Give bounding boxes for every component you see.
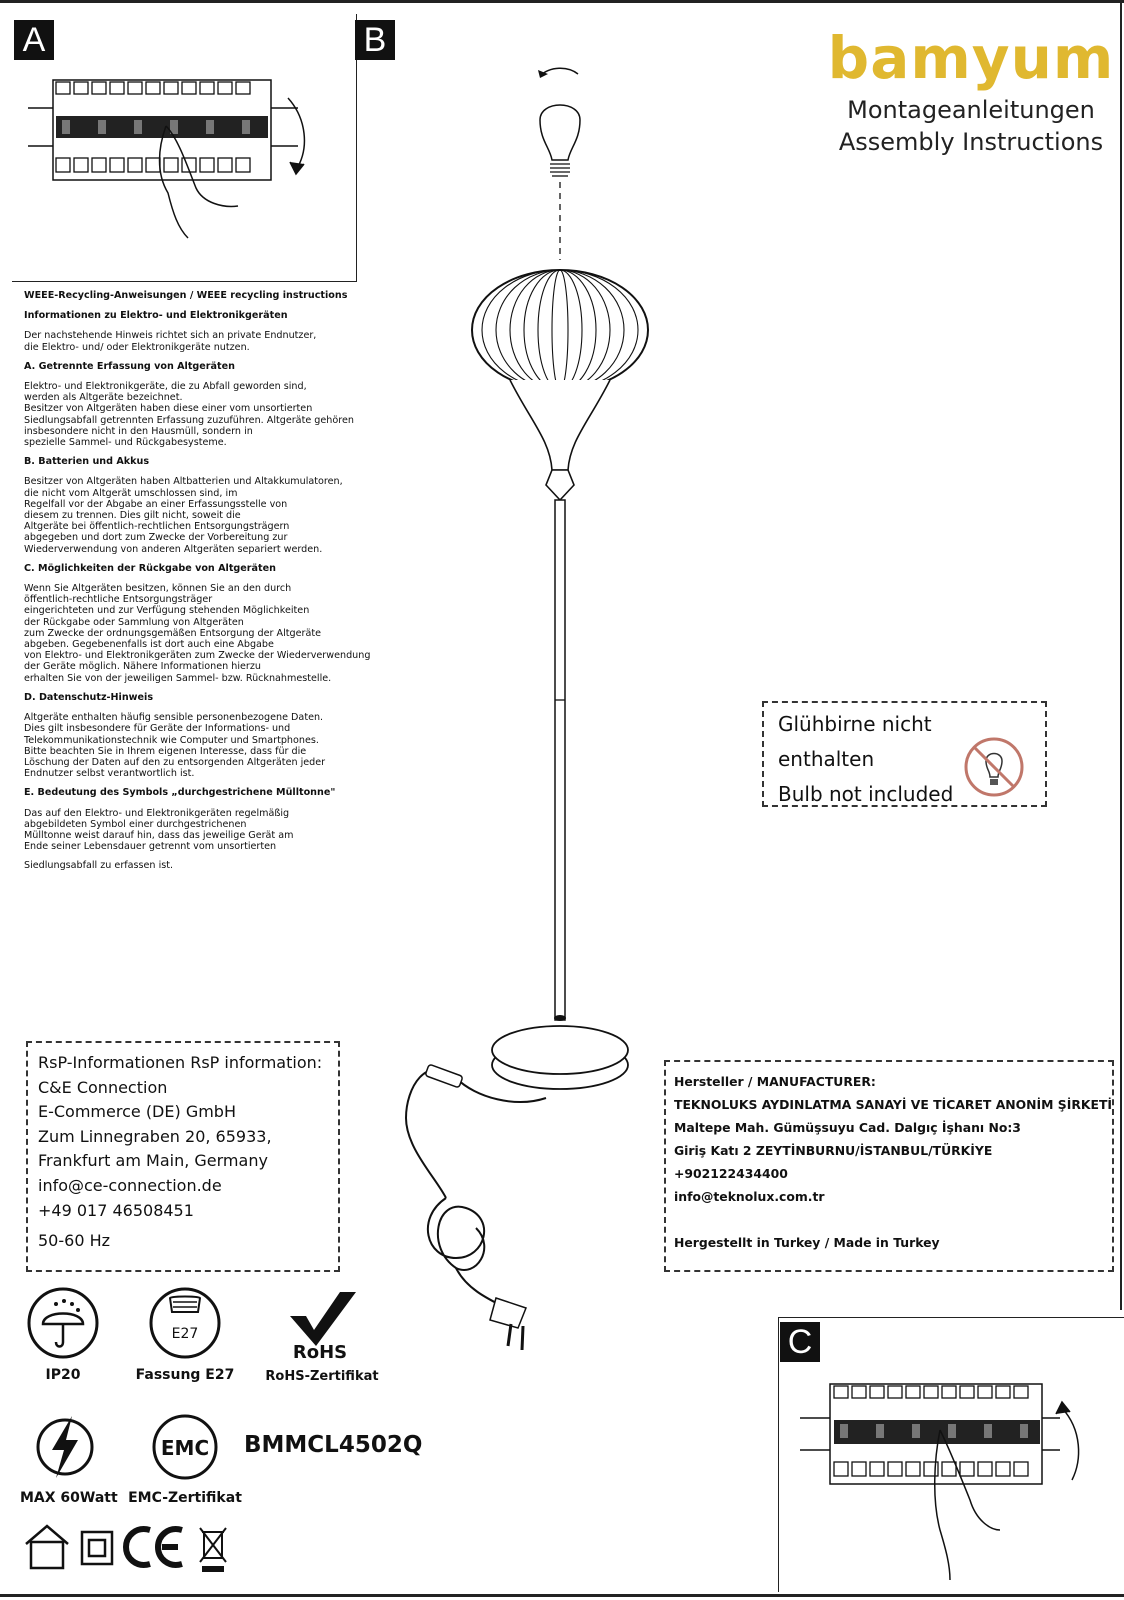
rsp-email: info@ce-connection.de	[38, 1175, 222, 1195]
model-number: BMMCL4502Q	[244, 1432, 423, 1458]
panel-a-label: A	[14, 20, 54, 60]
brand-block	[826, 22, 1116, 158]
ce-mark-icon	[122, 1524, 188, 1570]
rsp-phone: +49 017 46508451	[38, 1200, 194, 1220]
manufacturer-title: Hersteller / MANUFACTURER:	[674, 1074, 876, 1089]
subtitle-de: Montageanleitungen	[847, 96, 1095, 124]
weee-title: WEEE-Recycling-Anweisungen / WEEE recycling instructions	[24, 290, 348, 301]
e27-socket-icon	[148, 1286, 222, 1360]
weee-section-text: Altgeräte enthalten häufig sensible personenbezogene Daten. Dies gilt insbesondere für Geräte der Informations- und Telekommunikationstechnik wie Computer und Smartphones. Bitte beachten Sie in Ihrem eigenen Interesse, dass für die Löschung der Daten auf den zu entsorgenden Altgeräten jeder Endnutzer selbst verantwortlich ist.	[24, 712, 326, 780]
weee-section-text: Das auf den Elektro- und Elektronikgeräten regelmäßig abgebildeten Symbol einer durchgestrichenen Mülltonne weist darauf hin, dass das jeweilige Gerät am Ende seiner Lebensdauer getrennt vom unsortierten	[24, 807, 294, 853]
manufacturer-line: TEKNOLUKS AYDINLATMA SANAYİ VE TİCARET ANONİM ŞİRKETİ	[674, 1097, 1113, 1112]
manufacturer-email: info@teknolux.com.tr	[674, 1189, 825, 1204]
emc-icon	[150, 1412, 220, 1482]
weee-section-heading: E. Bedeutung des Symbols „durchgestrichene Mülltonne"	[24, 787, 336, 799]
rsp-line: Frankfurt am Main, Germany	[38, 1151, 268, 1171]
weee-instructions	[24, 290, 444, 880]
power-cable-illustration	[396, 1058, 556, 1358]
manufacturer-phone: +902122434400	[674, 1166, 788, 1181]
emc-mark-text: EMC	[160, 1436, 210, 1460]
ip20-icon	[26, 1286, 100, 1360]
rsp-title: RsP-Informationen RsP information:	[38, 1053, 323, 1072]
rsp-frequency: 50-60 Hz	[38, 1231, 111, 1251]
rsp-line: E-Commerce (DE) GmbH	[38, 1102, 236, 1122]
breaker-switch-off-illustration	[28, 78, 328, 248]
emc-label: EMC-Zertifikat	[128, 1490, 242, 1506]
bottom-rule	[0, 1594, 1124, 1597]
subtitle-en: Assembly Instructions	[838, 128, 1104, 156]
bulb-note-de: Glühbirne nicht enthalten	[778, 712, 932, 771]
manufacturer-line: Maltepe Mah. Gümüşsuyu Cad. Dalgıç İşhanı No:3	[674, 1120, 1021, 1135]
weee-section-heading: D. Datenschutz-Hinweis	[24, 691, 154, 703]
no-bulb-icon	[962, 735, 1026, 799]
class-ii-icon	[80, 1530, 114, 1566]
weee-section-text: Wenn Sie Altgeräten besitzen, können Sie an den durch öffentlich-rechtliche Entsorgungsträger eingerichteten und zur Verfügung stehenden Möglichkeiten der Rückgabe oder Sammlung von Altgeräten zum Zwecke der ordnungsgemäßen Entsorgung der Altgeräte abgeben. Gegebenenfalls ist dort auch eine Abgabe von Elektro- und Elektronikgeräten zum Zwecke der Wiederverwendung der Geräte möglich. Nähere Informationen hierzu erhalten Sie von der jeweiligen Sammel- bzw. Rücknahmestelle.	[24, 583, 371, 684]
e27-badge-text: E27	[171, 1326, 199, 1342]
manufacturer-line: Giriş Katı 2 ZEYTİNBURNU/İSTANBUL/TÜRKİYE	[674, 1143, 993, 1158]
panel-c-label: C	[780, 1322, 820, 1362]
weee-bin-icon	[198, 1524, 228, 1574]
rohs-mark-text: RoHS	[292, 1342, 348, 1360]
right-rule	[1120, 0, 1122, 1310]
weee-section-text: Elektro- und Elektronikgeräte, die zu Abfall geworden sind, werden als Altgeräte bezeichnet. Besitzer von Altgeräten haben diese einer vom unsortierten Siedlungsabfall getrennten Erfassung zuzuführen. Altgeräte gehören insbesondere nicht in den Hausmüll, sondern in spezielle Sammel- und Rückgabesysteme.	[24, 381, 354, 449]
weee-closing: Siedlungsabfall zu erfassen ist.	[24, 860, 174, 872]
weee-intro-text: Der nachstehende Hinweis richtet sich an private Endnutzer, die Elektro- und/ oder Elektronikgeräte nutzen.	[24, 330, 317, 353]
made-in-turkey: Hergestellt in Turkey / Made in Turkey	[674, 1235, 940, 1250]
weee-section-heading: B. Batterien und Akkus	[24, 456, 150, 468]
weee-section-heading: A. Getrennte Erfassung von Altgeräten	[24, 360, 235, 372]
bulb-note-en: Bulb not included	[778, 782, 954, 806]
rohs-label: RoHS-Zertifikat	[265, 1369, 379, 1384]
rsp-line: Zum Linnegraben 20, 65933,	[38, 1126, 272, 1146]
weee-intro-heading: Informationen zu Elektro- und Elektronikgeräten	[24, 310, 288, 322]
brand-logo: bamyum	[827, 24, 1115, 92]
weee-section-heading: C. Möglichkeiten der Rückgabe von Altgeräten	[24, 562, 276, 574]
floor-lamp-illustration	[460, 60, 690, 1100]
indoor-use-icon	[22, 1522, 72, 1572]
fassung-label: Fassung E27	[135, 1367, 235, 1383]
manufacturer-information	[664, 1060, 1114, 1272]
rsp-information	[26, 1041, 340, 1272]
rohs-icon	[284, 1286, 360, 1360]
ip20-label: IP20	[45, 1367, 81, 1383]
weee-section-text: Besitzer von Altgeräten haben Altbatterien und Altakkumulatoren, die nicht vom Altgerät umschlossen sind, im Regelfall vor der Abgabe an einer Erfassungsstelle von diesem zu trennen. Dies gilt nicht, soweit die Altgeräte bei öffentlich-rechtlichen Entsorgungsträgern abgegeben und dort zum Zwecke der Vorbereitung zur Wiederverwendung von anderen Altgeräten separiert werden.	[24, 476, 343, 555]
rsp-line: C&E Connection	[38, 1077, 168, 1097]
top-rule	[0, 0, 1124, 3]
breaker-switch-on-illustration	[800, 1380, 1100, 1580]
max-watt-icon	[34, 1410, 96, 1484]
bulb-not-included-note	[762, 701, 1047, 807]
panel-b-label: B	[355, 20, 395, 60]
max-watt-label: MAX 60Watt	[20, 1490, 118, 1506]
